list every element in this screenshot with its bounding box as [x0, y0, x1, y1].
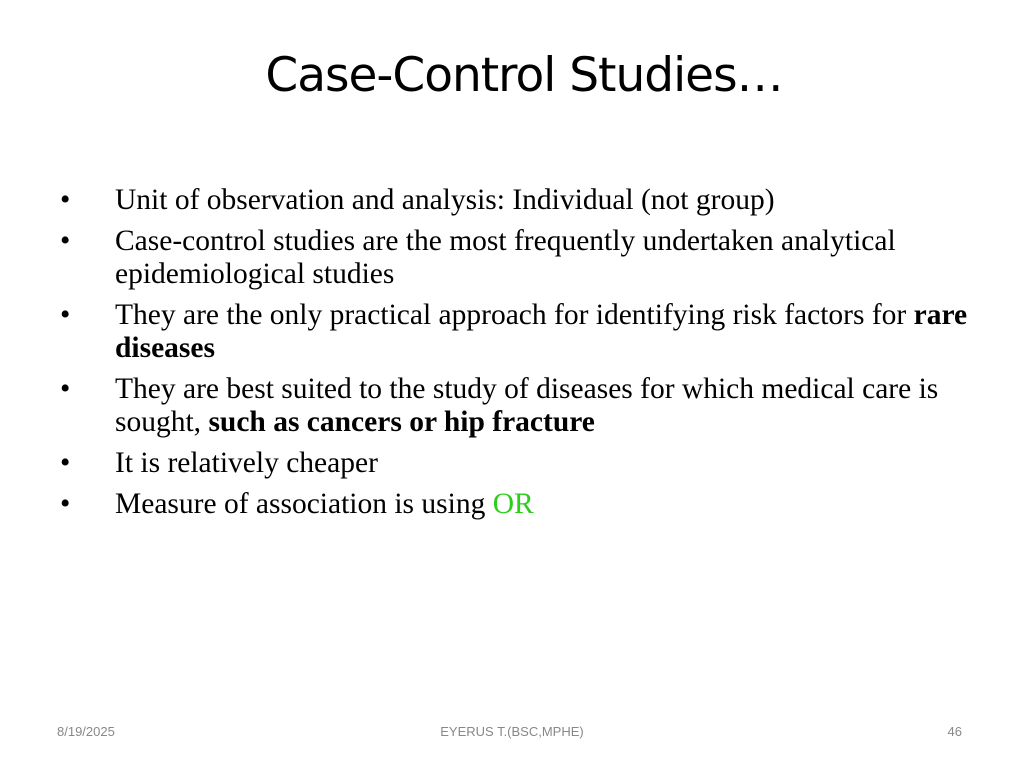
footer-author: EYERUS T.(BSC,MPHE) [440, 724, 584, 739]
bullet-icon: • [60, 488, 71, 520]
bullet-text: Measure of association is using [115, 488, 493, 520]
footer-page-number: 46 [947, 724, 962, 739]
bullet-item [60, 184, 995, 217]
bullet-item [60, 447, 995, 480]
bullet-item [60, 225, 995, 291]
highlight-text-or: OR [492, 488, 534, 520]
slide-title: Case-Control Studies… [265, 48, 783, 103]
bullet-item [60, 373, 995, 439]
bullet-bold-text: such as cancers or hip fracture [208, 406, 595, 438]
bullet-icon: • [60, 184, 71, 216]
bullet-icon: • [60, 373, 71, 405]
bullet-bold-text: rare diseases [115, 299, 968, 364]
bullet-list [60, 184, 995, 529]
footer-date: 8/19/2025 [57, 724, 115, 739]
bullet-item [60, 488, 995, 521]
bullet-icon: • [60, 299, 71, 331]
bullet-text: Case-control studies are the most frequently undertaken analytical epidemiological studies [115, 225, 896, 290]
bullet-text: They are best suited to the study of diseases for which medical care is sought, [115, 373, 939, 438]
bullet-item [60, 299, 995, 365]
bullet-text: It is relatively cheaper [115, 447, 378, 479]
bullet-text: They are the only practical approach for identifying risk factors for [115, 299, 914, 331]
bullet-icon: • [60, 225, 71, 257]
bullet-icon: • [60, 447, 71, 479]
bullet-text: Unit of observation and analysis: Individual (not group) [115, 184, 775, 216]
